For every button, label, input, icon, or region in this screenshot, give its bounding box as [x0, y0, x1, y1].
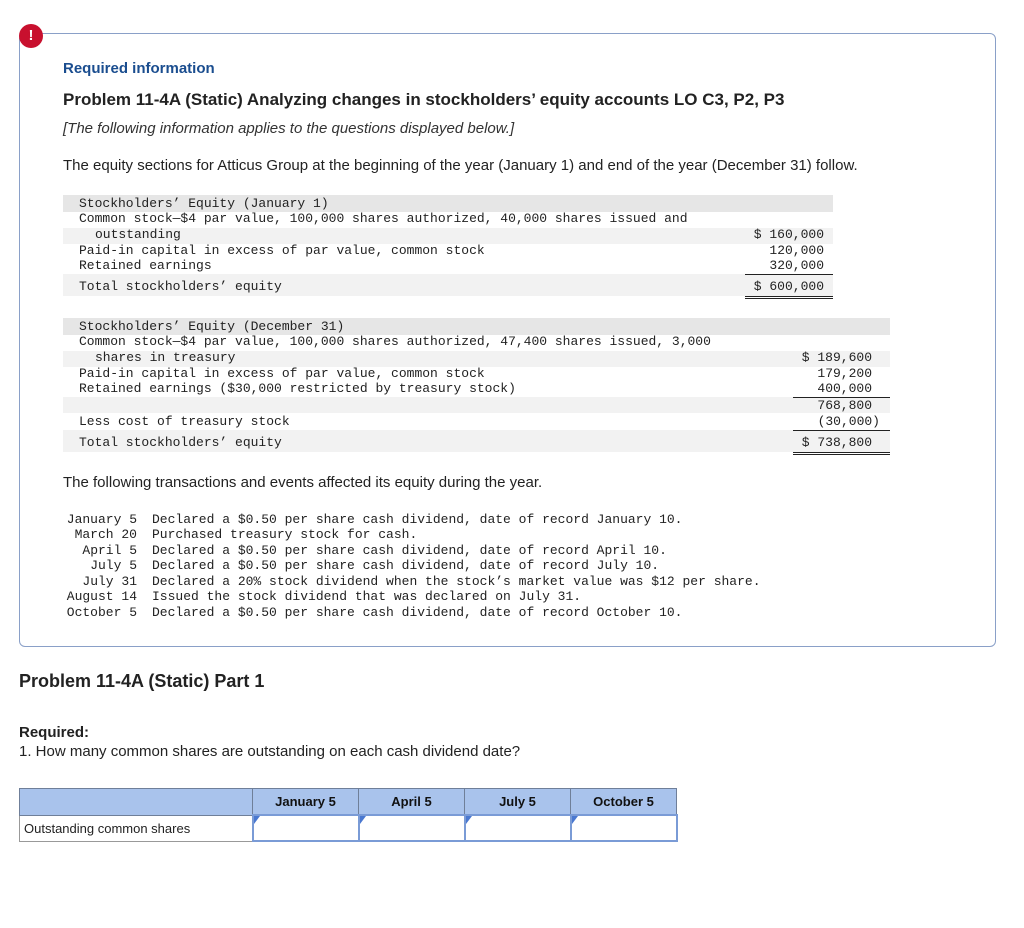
answer-input-january-5[interactable] — [255, 817, 357, 839]
required-information-heading: Required information — [63, 60, 215, 77]
col-october-5: October 5 — [571, 789, 677, 816]
dec-common-stock-label-cont: shares in treasury — [95, 350, 236, 365]
jan-statement-title: Stockholders’ Equity (January 1) — [79, 196, 329, 211]
col-april-5: April 5 — [359, 789, 465, 816]
jan-paid-in-label: Paid-in capital in excess of par value, common stock — [79, 243, 485, 258]
transaction-date: July 5 — [90, 558, 137, 573]
answer-row — [20, 815, 677, 841]
answer-cell-april-5[interactable] — [359, 815, 465, 841]
dec-total-value: $ 738,800 — [801, 435, 872, 450]
answer-cell-july-5[interactable] — [465, 815, 571, 841]
jan-total-label: Total stockholders’ equity — [79, 279, 282, 294]
transaction-date: July 31 — [82, 574, 137, 589]
entry-flag-icon — [254, 816, 260, 824]
dec-common-stock-value: $ 189,600 — [801, 350, 872, 365]
transaction-date: January 5 — [66, 512, 137, 527]
answer-header-row — [20, 789, 677, 816]
col-january-5: January 5 — [253, 789, 359, 816]
entry-flag-icon — [360, 816, 366, 824]
jan-paid-in-value: 120,000 — [769, 243, 824, 258]
transaction-date: March 20 — [74, 527, 137, 542]
question-text: 1. How many common shares are outstanding on each cash dividend date? — [19, 743, 521, 760]
jan-retained-label: Retained earnings — [79, 258, 212, 273]
transaction-text: Issued the stock dividend that was declared on July 31. — [152, 589, 582, 604]
dec-common-stock-label: Common stock—$4 par value, 100,000 shares authorized, 47,400 shares issued, 3,000 — [79, 334, 711, 349]
jan-retained-value: 320,000 — [769, 258, 824, 273]
required-label: Required: — [19, 724, 90, 741]
part-title: Problem 11-4A (Static) Part 1 — [19, 671, 265, 691]
transaction-date: April 5 — [82, 543, 137, 558]
alert-icon: ! — [19, 24, 43, 48]
transaction-date: October 5 — [66, 605, 137, 620]
transaction-text: Declared a 20% stock dividend when the stock’s market value was $12 per share. — [152, 574, 761, 589]
entry-flag-icon — [572, 816, 578, 824]
equity-intro-text: The equity sections for Atticus Group at the beginning of the year (January 1) and end of the year (December 31) follow. — [63, 157, 858, 174]
transaction-text: Declared a $0.50 per share cash dividend, date of record April 10. — [152, 543, 667, 558]
transaction-date: August 14 — [66, 589, 137, 604]
answer-input-april-5[interactable] — [361, 817, 463, 839]
answer-input-october-5[interactable] — [573, 817, 675, 839]
transaction-text: Declared a $0.50 per share cash dividend, date of record July 10. — [152, 558, 660, 573]
dec-treasury-value: (30,000) — [817, 414, 880, 429]
dec-statement-title: Stockholders’ Equity (December 31) — [79, 319, 345, 334]
dec-treasury-label: Less cost of treasury stock — [79, 414, 290, 429]
dec-retained-value: 400,000 — [817, 381, 872, 396]
dec-paid-in-label: Paid-in capital in excess of par value, common stock — [79, 366, 485, 381]
jan-common-stock-value: $ 160,000 — [753, 227, 824, 242]
answer-input-july-5[interactable] — [467, 817, 569, 839]
col-july-5: July 5 — [465, 789, 571, 816]
row-label: Outstanding common shares — [20, 815, 253, 841]
transaction-text: Purchased treasury stock for cash. — [152, 527, 418, 542]
answer-header-blank — [20, 789, 253, 816]
answer-cell-october-5[interactable] — [571, 815, 677, 841]
dec-subtotal-value: 768,800 — [817, 398, 872, 413]
answer-cell-january-5[interactable] — [253, 815, 359, 841]
jan-total-value: $ 600,000 — [753, 279, 824, 294]
answer-table — [19, 788, 678, 842]
transaction-text: Declared a $0.50 per share cash dividend, date of record October 10. — [152, 605, 683, 620]
transactions-intro: The following transactions and events affected its equity during the year. — [63, 474, 543, 491]
problem-title: Problem 11-4A (Static) Analyzing changes in stockholders’ equity accounts LO C3, P2, P3 — [63, 90, 785, 109]
transaction-text: Declared a $0.50 per share cash dividend, date of record January 10. — [152, 512, 683, 527]
jan-common-stock-label-cont: outstanding — [95, 227, 181, 242]
dec-total-label: Total stockholders’ equity — [79, 435, 282, 450]
dec-paid-in-value: 179,200 — [817, 366, 872, 381]
applies-note: [The following information applies to the questions displayed below.] — [63, 120, 515, 137]
dec-retained-label: Retained earnings ($30,000 restricted by treasury stock) — [79, 381, 516, 396]
entry-flag-icon — [466, 816, 472, 824]
jan-common-stock-label: Common stock—$4 par value, 100,000 shares authorized, 40,000 shares issued and — [79, 211, 688, 226]
